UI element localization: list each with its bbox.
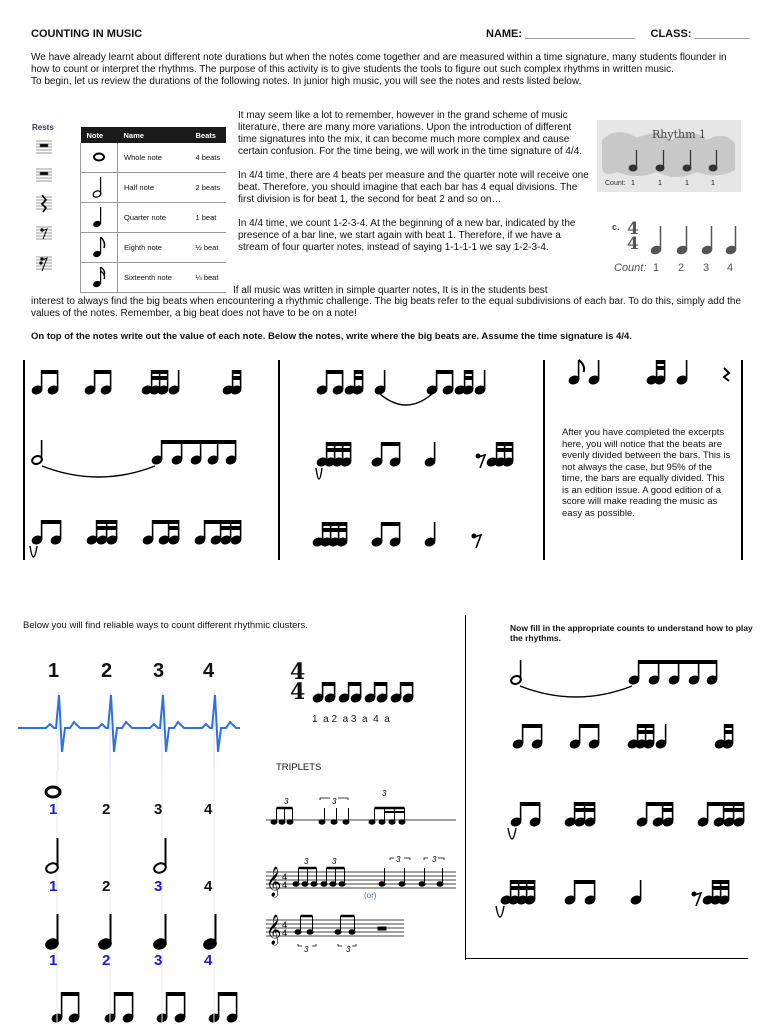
- count-example-3: 3: [703, 262, 710, 274]
- time-sig-bottom: 4: [627, 234, 639, 254]
- table-header-name: Name: [118, 127, 190, 143]
- heartbeat-ecg: [18, 690, 240, 770]
- svg-text:4: 4: [282, 920, 288, 930]
- triplet-mark-3: 3: [382, 789, 387, 798]
- intro-paragraph-1: We have already learnt about different note durations but when the notes come together and are measured within a time signature, many students flounder in how to count or interpret the rhythms. The purpose of this activity is to give students the tools to figure out such complex rhythms in written music.: [31, 52, 727, 75]
- triplet-mark-1: 3: [284, 797, 289, 806]
- tie-curve: [380, 394, 432, 405]
- heartbeat-count-1: 1: [48, 660, 60, 682]
- exercise-instruction: On top of the notes write out the value of each note. Below the notes, write where the big beats are. Assume the time signature is 4/4.: [31, 331, 632, 342]
- worksheet-title: COUNTING IN MUSIC: [31, 28, 143, 40]
- eighth-rest-stroke: [478, 455, 485, 468]
- triplet-mark-2: 3: [332, 797, 337, 806]
- eighth-rest-stroke: [694, 893, 701, 906]
- rhythm1-count-label: Count:: [605, 180, 626, 187]
- tie-curve: [508, 828, 516, 839]
- note-name: Eighth note: [118, 233, 190, 263]
- intro-paragraph-2: To begin, let us review the durations of the following notes. In junior high music, you will see the notes and rests listed below.: [31, 76, 582, 87]
- middle-paragraph-2: In 4/4 time, there are 4 beats per measure and the quarter note will receive one beat. Therefore, you should imagine that each bar has 4 equal divisions. The first division is for beat 1, the second for beat 2 and so on…: [238, 170, 589, 205]
- count-example-1: 1: [653, 262, 660, 274]
- eighths-time-top: 4: [290, 659, 306, 685]
- note-name: Sixteenth note: [118, 263, 190, 293]
- half-count-3: 3: [154, 878, 163, 895]
- note-beats: 1 beat: [190, 203, 227, 233]
- half-count-1: 1: [49, 878, 58, 895]
- half-count-4: 4: [204, 878, 213, 895]
- note-beats: ½ beat: [190, 233, 227, 263]
- whole-note-example-icon: [44, 785, 64, 799]
- note-beats: 2 beats: [190, 173, 227, 203]
- note-beats: 4 beats: [190, 143, 227, 173]
- ecg-line: [18, 695, 240, 752]
- whole-count-4: 4: [204, 801, 213, 818]
- tie-curve: [30, 546, 37, 557]
- tie-curve: [42, 466, 155, 477]
- note-flag: [579, 360, 584, 372]
- count-example-2: 2: [678, 262, 685, 274]
- count-example-4: 4: [727, 262, 734, 274]
- divider-horizontal: [465, 958, 748, 959]
- time-sig-top: 4: [627, 219, 639, 239]
- middle-paragraph-3: In 4/4 time, we count 1-2-3-4. At the beginning of a new bar, indicated by the presence of a bar line, we start again with beat 1. Therefore, if we have a stream of four quarter notes, instead of saying 1-1-1-1 we say 1-2-3-4.: [238, 218, 576, 253]
- quarter-rest-icon: [724, 368, 729, 381]
- half-note-example: [44, 836, 174, 876]
- name-field[interactable]: NAME: __________________: [486, 28, 636, 40]
- quarter-count-3: 3: [154, 952, 163, 969]
- quarter-note-example: [44, 912, 224, 952]
- rhythm1-count-3: 1: [685, 180, 689, 187]
- eighths-time-bottom: 4: [290, 679, 306, 705]
- side-note: After you have completed the excerpts here, you will notice that the beats are evenly divided between the bars. This is not always the case, but 95% of the time, the bars are equally divided. This is an edition issue. A good edition of a score will make reading the music as easy as possible.: [562, 427, 731, 519]
- half-count-2: 2: [102, 878, 111, 895]
- heartbeat-count-2: 2: [101, 660, 113, 682]
- triplet-mark-5: 3: [332, 857, 337, 866]
- heartbeat-count-3: 3: [153, 660, 165, 682]
- tie-curve: [496, 906, 504, 917]
- quarter-count-4: 4: [204, 952, 213, 969]
- triplet-mark-4: 3: [304, 857, 309, 866]
- triplet-mark-8: 3: [304, 945, 309, 954]
- middle-paragraph-4b: interest to always find the big beats when encountering a rhythmic challenge. The big beats refer to the equal subdivisions of each bar. To do this, simply add the values of the notes. Remember, a big beat does not have to be on a note!: [31, 296, 742, 319]
- triplets-label: TRIPLETS: [276, 762, 322, 773]
- divider-vertical: [465, 615, 466, 960]
- eighths-counts: 1 a 2 a 3 a 4 a: [312, 714, 390, 725]
- whole-count-2: 2: [102, 801, 111, 818]
- rhythm1-count-4: 1: [711, 180, 715, 187]
- lower-left-title: Below you will find reliable ways to count different rhythmic clusters.: [23, 620, 308, 631]
- tie-curve: [520, 686, 632, 697]
- count-example-label: Count:: [614, 262, 647, 274]
- rests-label: Rests: [32, 123, 54, 132]
- triplet-mark-9: 3: [346, 945, 351, 954]
- note-name: Quarter note: [118, 203, 190, 233]
- svg-text:4: 4: [282, 880, 288, 890]
- note-name: Whole note: [118, 143, 190, 173]
- or-label: (or): [364, 891, 377, 900]
- quarter-count-2: 2: [102, 952, 111, 969]
- count-example-c-label: c.: [612, 222, 620, 232]
- middle-paragraph-1: It may seem like a lot to remember, however in the grand scheme of music literature, there are many more variations. Upon the introduction of different time signatures into the mix, it can become much more complex and cause certain confusion. For the time being, we will work in the time signature of 4/4.: [238, 110, 583, 157]
- triplet-staves: [264, 782, 459, 962]
- rhythm1-title: Rhythm 1: [652, 128, 707, 141]
- table-header-beats: Beats: [190, 127, 227, 143]
- svg-text:𝄞: 𝄞: [266, 867, 282, 897]
- heartbeat-count-4: 4: [203, 660, 215, 682]
- note-name: Half note: [118, 173, 190, 203]
- tie-curve: [316, 468, 322, 479]
- triplet-mark-6: 3: [396, 855, 401, 864]
- middle-paragraph-4a: If all music was written in simple quarter notes, It is in the students best: [233, 285, 548, 296]
- svg-text:𝄞: 𝄞: [266, 915, 282, 945]
- rhythm1-count-1: 1: [631, 180, 635, 187]
- eighths-time-signature: [290, 659, 306, 705]
- triplet-mark-7: 3: [432, 855, 437, 864]
- rhythm1-count-2: 1: [658, 180, 662, 187]
- quarter-count-1: 1: [49, 952, 58, 969]
- svg-text:4: 4: [282, 872, 288, 882]
- class-field[interactable]: CLASS: _________: [650, 28, 750, 40]
- table-header-note: Note: [81, 127, 118, 143]
- whole-count-3: 3: [154, 801, 163, 818]
- svg-text:4: 4: [282, 928, 288, 938]
- lower-right-title: Now fill in the appropriate counts to understand how to play the rhythms.: [510, 623, 753, 643]
- note-beats: ¼ beat: [190, 263, 227, 293]
- whole-count-1: 1: [49, 801, 58, 818]
- eighth-rest-stroke: [474, 535, 481, 548]
